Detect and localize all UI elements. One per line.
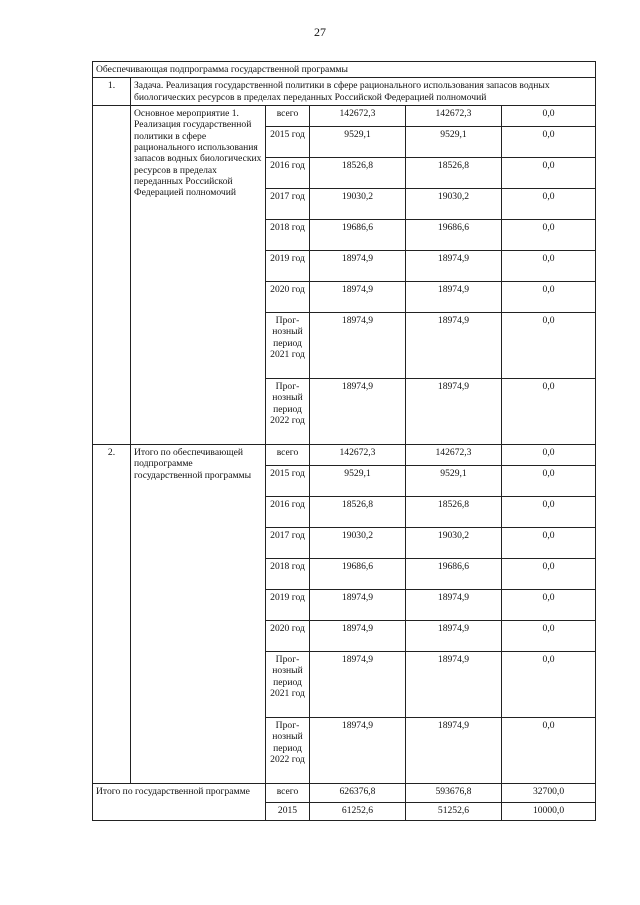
- subprogram-total-number: 2.: [93, 444, 131, 783]
- year-cell: всего: [266, 105, 310, 126]
- other-amount-cell: 0,0: [502, 281, 596, 312]
- source-amount-cell: 18974,9: [406, 250, 502, 281]
- source-amount-cell: 18974,9: [406, 281, 502, 312]
- other-amount-cell: 0,0: [502, 589, 596, 620]
- other-amount-cell: 0,0: [502, 444, 596, 465]
- task-text: Задача. Реализация государственной политики в сфере рационального использования запасов водных биологических ресурсов в пределах переданных Российской Федерацией полномочий: [131, 78, 596, 106]
- source-amount-cell: 19686,6: [406, 558, 502, 589]
- total-amount-cell: 18974,9: [310, 717, 406, 783]
- main-activity-name: Основное мероприятие 1. Реализация государственной политики в сфере рационального использования запасов водных биологических ресурсов в пределах переданных Российской Федерацией полномочий: [131, 105, 266, 444]
- source-amount-cell: 9529,1: [406, 465, 502, 496]
- other-amount-cell: 0,0: [502, 188, 596, 219]
- year-cell: Прог-нозный период 2022 год: [266, 717, 310, 783]
- task-row: [93, 78, 596, 106]
- year-cell: 2018 год: [266, 558, 310, 589]
- source-amount-cell: 18974,9: [406, 651, 502, 717]
- year-cell: 2016 год: [266, 157, 310, 188]
- year-cell: 2017 год: [266, 188, 310, 219]
- total-amount-cell: 9529,1: [310, 465, 406, 496]
- year-cell: 2015: [266, 802, 310, 820]
- total-amount-cell: 626376,8: [310, 783, 406, 802]
- year-cell: Прог-нозный период 2021 год: [266, 651, 310, 717]
- other-amount-cell: 0,0: [502, 496, 596, 527]
- source-amount-cell: 19030,2: [406, 188, 502, 219]
- source-amount-cell: 9529,1: [406, 126, 502, 157]
- source-amount-cell: 18526,8: [406, 157, 502, 188]
- source-amount-cell: 19686,6: [406, 219, 502, 250]
- section-title: Обеспечивающая подпрограмма государственной программы: [93, 62, 596, 78]
- year-cell: 2016 год: [266, 496, 310, 527]
- subprogram-total-name: Итого по обеспечивающей подпрограмме государственной программы: [131, 444, 266, 783]
- total-amount-cell: 18526,8: [310, 157, 406, 188]
- main-activity-number: [93, 105, 131, 444]
- other-amount-cell: 0,0: [502, 527, 596, 558]
- other-amount-cell: 0,0: [502, 157, 596, 188]
- total-amount-cell: 18526,8: [310, 496, 406, 527]
- source-amount-cell: 142672,3: [406, 444, 502, 465]
- year-cell: 2018 год: [266, 219, 310, 250]
- total-amount-cell: 18974,9: [310, 651, 406, 717]
- source-amount-cell: 18974,9: [406, 717, 502, 783]
- total-amount-cell: 19030,2: [310, 527, 406, 558]
- other-amount-cell: 0,0: [502, 105, 596, 126]
- year-cell: 2017 год: [266, 527, 310, 558]
- total-amount-cell: 19686,6: [310, 558, 406, 589]
- total-amount-cell: 18974,9: [310, 620, 406, 651]
- total-amount-cell: 18974,9: [310, 250, 406, 281]
- program-total-name: Итого по государственной программе: [93, 783, 266, 820]
- page-number: 27: [314, 25, 326, 39]
- year-cell: 2015 год: [266, 126, 310, 157]
- other-amount-cell: 0,0: [502, 465, 596, 496]
- section-title-row: [93, 62, 596, 78]
- total-amount-cell: 61252,6: [310, 802, 406, 820]
- other-amount-cell: 0,0: [502, 126, 596, 157]
- subprogram-total-row: [93, 444, 596, 465]
- source-amount-cell: 18974,9: [406, 312, 502, 378]
- total-amount-cell: 142672,3: [310, 105, 406, 126]
- task-number: 1.: [93, 78, 131, 106]
- source-amount-cell: 18974,9: [406, 589, 502, 620]
- other-amount-cell: 0,0: [502, 620, 596, 651]
- year-cell: всего: [266, 783, 310, 802]
- source-amount-cell: 19030,2: [406, 527, 502, 558]
- year-cell: Прог-нозный период 2021 год: [266, 312, 310, 378]
- other-amount-cell: 10000,0: [502, 802, 596, 820]
- year-cell: Прог-нозный период 2022 год: [266, 378, 310, 444]
- total-amount-cell: 19686,6: [310, 219, 406, 250]
- other-amount-cell: 0,0: [502, 558, 596, 589]
- other-amount-cell: 0,0: [502, 312, 596, 378]
- source-amount-cell: 18526,8: [406, 496, 502, 527]
- other-amount-cell: 0,0: [502, 651, 596, 717]
- table-body: [93, 62, 596, 821]
- program-total-row: [93, 783, 596, 802]
- year-cell: 2015 год: [266, 465, 310, 496]
- total-amount-cell: 18974,9: [310, 589, 406, 620]
- total-amount-cell: 19030,2: [310, 188, 406, 219]
- other-amount-cell: 0,0: [502, 250, 596, 281]
- other-amount-cell: 0,0: [502, 378, 596, 444]
- source-amount-cell: 593676,8: [406, 783, 502, 802]
- year-cell: 2019 год: [266, 250, 310, 281]
- other-amount-cell: 32700,0: [502, 783, 596, 802]
- other-amount-cell: 0,0: [502, 717, 596, 783]
- total-amount-cell: 18974,9: [310, 378, 406, 444]
- year-cell: 2020 год: [266, 281, 310, 312]
- source-amount-cell: 18974,9: [406, 620, 502, 651]
- main-activity-row: [93, 105, 596, 126]
- source-amount-cell: 18974,9: [406, 378, 502, 444]
- year-cell: 2019 год: [266, 589, 310, 620]
- total-amount-cell: 18974,9: [310, 281, 406, 312]
- total-amount-cell: 9529,1: [310, 126, 406, 157]
- source-amount-cell: 51252,6: [406, 802, 502, 820]
- year-cell: 2020 год: [266, 620, 310, 651]
- total-amount-cell: 18974,9: [310, 312, 406, 378]
- total-amount-cell: 142672,3: [310, 444, 406, 465]
- source-amount-cell: 142672,3: [406, 105, 502, 126]
- year-cell: всего: [266, 444, 310, 465]
- other-amount-cell: 0,0: [502, 219, 596, 250]
- funding-table: [92, 61, 596, 821]
